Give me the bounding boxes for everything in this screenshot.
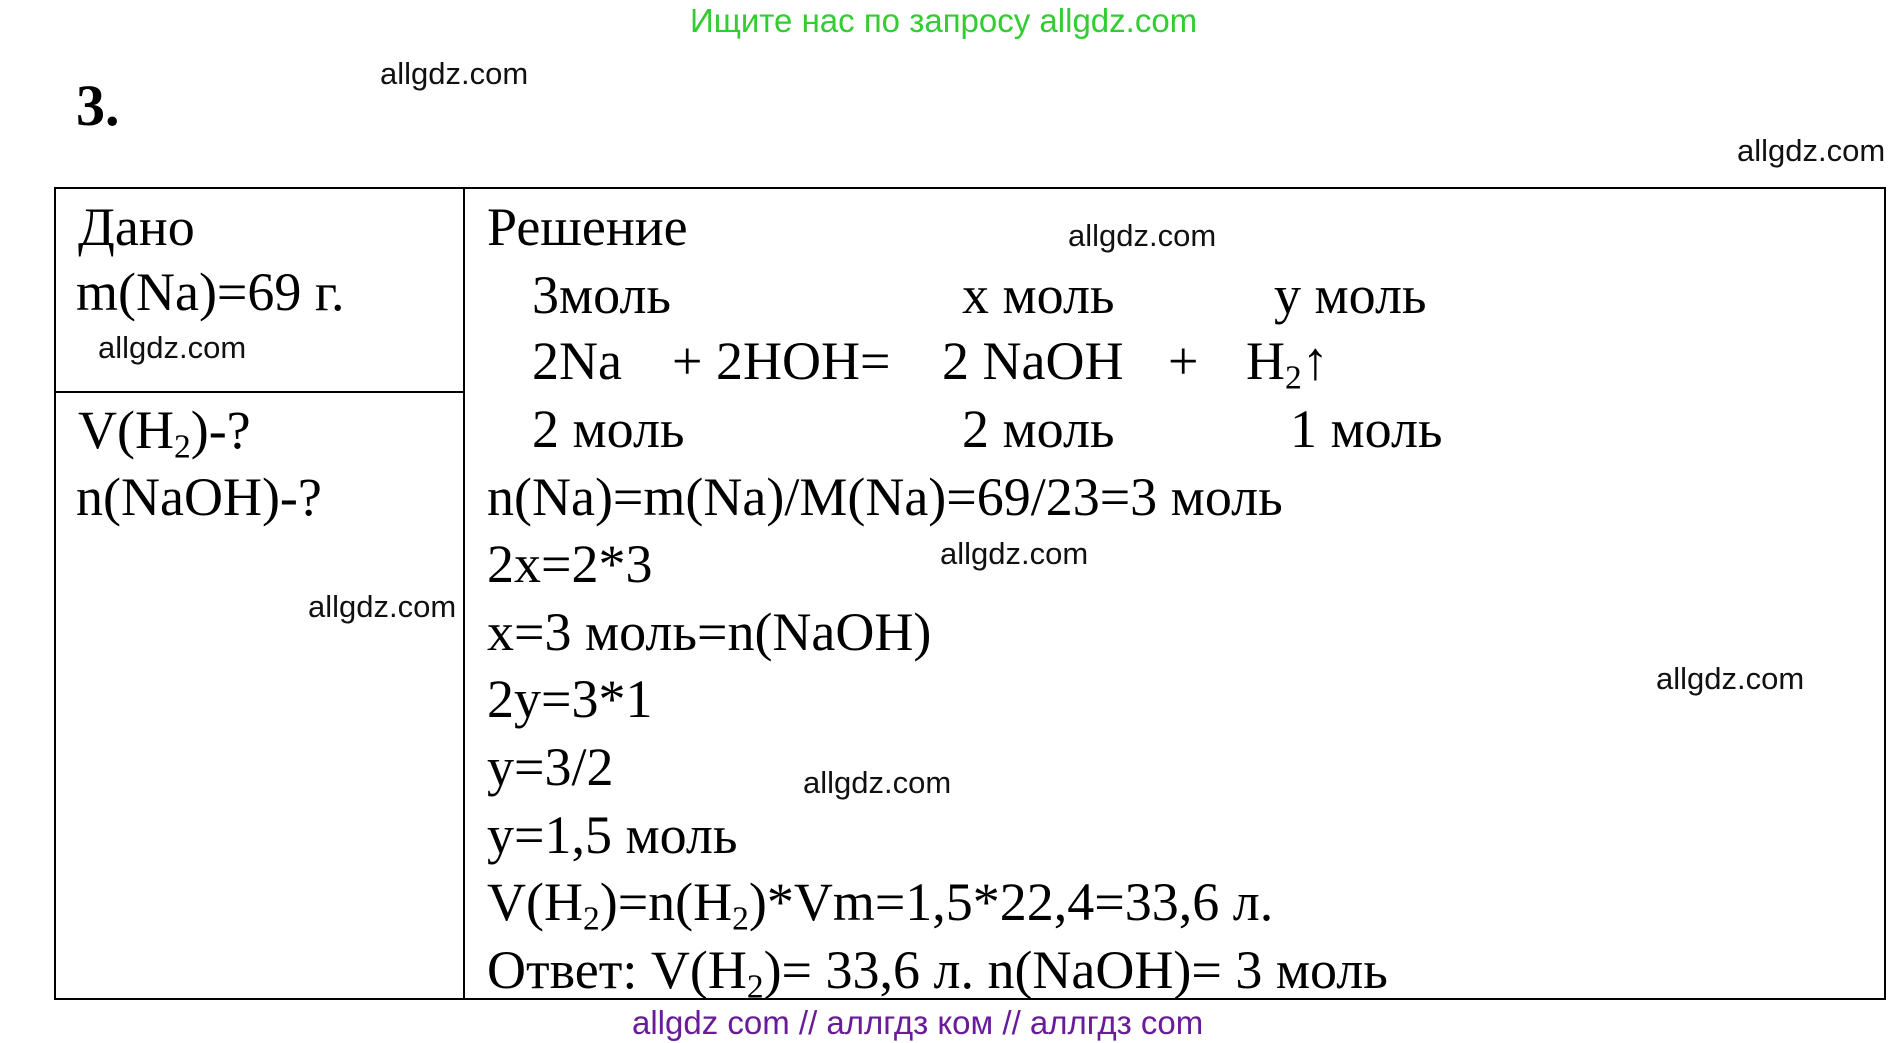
given-mass: m(Na)=69 г. [76,262,345,322]
site-banner: Ищите нас по запросу allgdz.com [690,2,1198,39]
solution-line: $V(H_2)=n(H_2)*Vm=1,5*22,4=33,6$ л. [487,872,1274,938]
up-arrow-icon: ↑ [1301,331,1329,391]
eq-bottom-naoh: 2 моль [962,399,1115,459]
eq-top-na: 3моль [532,265,672,325]
solution-line: 2х=2*3 [487,534,653,594]
watermark: allgdz.com [1737,133,1886,168]
eq-plus: + [1168,331,1199,391]
watermark: allgdz.com [1068,218,1217,253]
answer-line: Ответ: $V(H_2)= 33,6$ л. n(NaOH)= 3 моль [487,940,1388,1006]
given-title: Дано [78,197,195,257]
solution-line: у=3/2 [487,737,614,797]
watermark: allgdz.com [380,56,529,91]
solution-line: n(Na)=m(Na)/M(Na)=69/23=3 моль [487,467,1283,527]
find-moles: n(NaOH)-? [76,467,322,527]
watermark: allgdz.com [308,589,457,624]
eq-product-naoh: 2 NaOH [942,331,1124,391]
eq-top-naoh: х моль [962,265,1115,325]
eq-bottom-na: 2 моль [532,399,685,459]
solution-line: х=3 моль=n(NaOH) [487,602,932,662]
solution-title: Решение [487,197,688,257]
eq-reactant-na: 2Na [532,331,622,391]
problem-number: 3. [76,73,120,138]
solution-line: у=1,5 моль [487,805,738,865]
watermark: allgdz.com [803,765,952,800]
eq-reactant-water: + 2HOH= [672,331,891,391]
eq-bottom-h2: 1 моль [1290,399,1443,459]
eq-product-h2: $H_2↑$ [1246,331,1329,397]
eq-top-h2: у моль [1274,265,1427,325]
watermark: allgdz.com [98,330,247,365]
watermark: allgdz.com [1656,661,1805,696]
watermark: allgdz.com [940,536,1089,571]
footer-links[interactable]: allgdz com // аллгдз ком // аллгдз com [632,1004,1204,1041]
find-volume: $V(H_2)-$? [78,400,251,466]
solution-line: 2у=3*1 [487,669,653,729]
